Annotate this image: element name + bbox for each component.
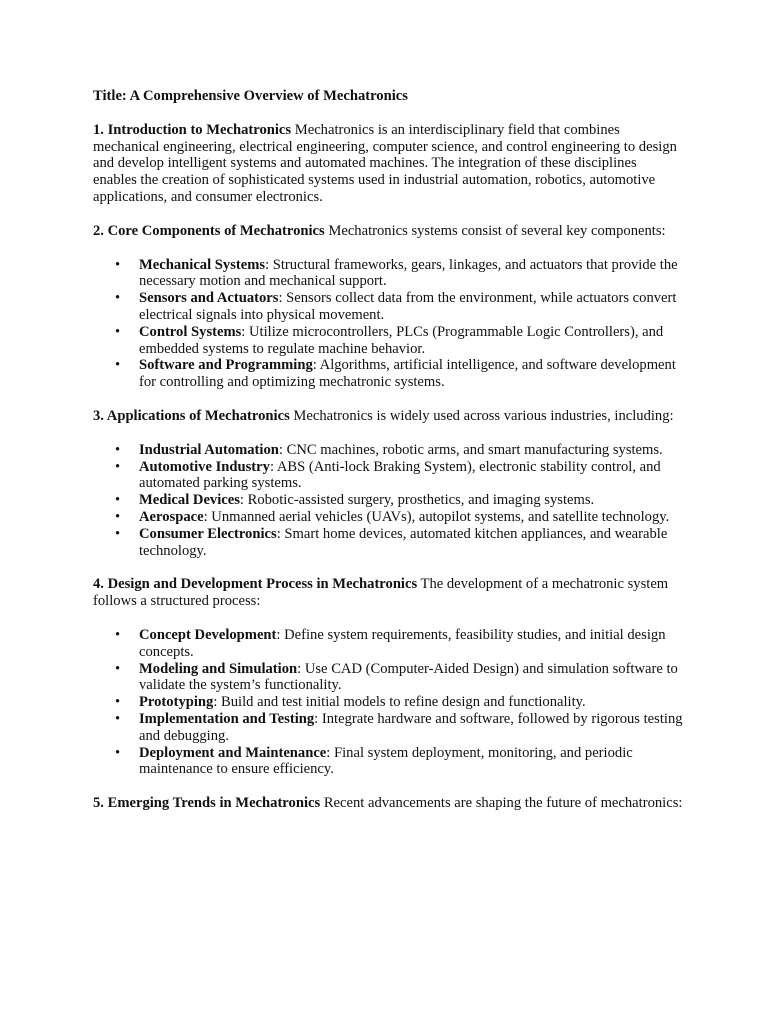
list-item-description: : Build and test initial models to refine design and functionality.	[213, 694, 586, 711]
section-heading: 4. Design and Development Process in Mechatronics	[93, 576, 418, 593]
list-item	[139, 745, 683, 779]
list-item-description: : Use CAD (Computer-Aided Design) and simulation software to validate the system’s functionality.	[139, 660, 678, 694]
list-item-term: Implementation and Testing	[139, 710, 315, 727]
list-item-description: : Unmanned aerial vehicles (UAVs), autopilot systems, and satellite technology.	[203, 508, 670, 525]
section-text: Mechatronics is an interdisciplinary field that combines mechanical engineering, electrical engineering, computer science, and control engineering to design and develop intelligent systems and automated machines. The integration of these disciplines enables the creation of sophisticated systems used in industrial automation, robotics, automotive applications, and consumer electronics.	[93, 121, 677, 205]
list-item-term: Consumer Electronics	[139, 525, 277, 542]
list-item-description: : ABS (Anti-lock Braking System), electronic stability control, and automated parking systems.	[139, 458, 661, 492]
list-item	[139, 694, 683, 711]
section-4-paragraph	[93, 576, 683, 610]
list-item	[139, 290, 683, 324]
list-item-term: Control Systems	[139, 323, 242, 340]
section-heading: 2. Core Components of Mechatronics	[93, 222, 325, 239]
list-item	[139, 257, 683, 291]
list-item-term: Concept Development	[139, 626, 277, 643]
section-heading: 1. Introduction to Mechatronics	[93, 121, 292, 138]
section-4-bullet-list	[93, 627, 683, 778]
list-item-description: : Define system requirements, feasibility studies, and initial design concepts.	[139, 626, 666, 660]
section-1-paragraph	[93, 122, 683, 206]
section-text: Mechatronics is widely used across various industries, including:	[293, 407, 674, 424]
list-item-description: : Sensors collect data from the environment, while actuators convert electrical signals into physical movement.	[139, 290, 677, 323]
list-item	[139, 324, 683, 358]
list-item-term: Automotive Industry	[139, 458, 270, 475]
section-3-paragraph	[93, 408, 683, 425]
section-2-bullet-list	[93, 257, 683, 391]
list-item	[139, 627, 683, 661]
list-item	[139, 711, 683, 745]
section-text: Recent advancements are shaping the future of mechatronics:	[323, 795, 683, 812]
list-item	[139, 509, 683, 526]
list-item-description: : Final system deployment, monitoring, and periodic maintenance to ensure efficiency.	[139, 744, 633, 778]
list-item-description: : Smart home devices, automated kitchen appliances, and wearable technology.	[139, 525, 668, 559]
list-item	[139, 459, 683, 493]
list-item-description: : Algorithms, artificial intelligence, and software development for controlling and optimizing mechatronic systems.	[139, 357, 676, 391]
list-item	[139, 442, 683, 459]
list-item	[139, 526, 683, 560]
list-item	[139, 357, 683, 391]
section-text: The development of a mechatronic system follows a structured process:	[93, 576, 669, 610]
section-5-paragraph	[93, 795, 683, 812]
list-item	[139, 492, 683, 509]
list-item	[139, 661, 683, 695]
list-item-term: Mechanical Systems	[139, 256, 266, 273]
list-item-description: : Structural frameworks, gears, linkages, and actuators that provide the necessary motion and mechanical support.	[139, 256, 678, 290]
section-heading: 3. Applications of Mechatronics	[93, 407, 290, 424]
section-2-paragraph	[93, 223, 683, 240]
list-item-description: : Integrate hardware and software, followed by rigorous testing and debugging.	[139, 710, 683, 744]
list-item-term: Prototyping	[139, 694, 214, 711]
list-item-term: Software and Programming	[139, 357, 313, 374]
list-item-term: Medical Devices	[139, 492, 240, 509]
section-3-bullet-list	[93, 442, 683, 560]
document-title: Title: A Comprehensive Overview of Mechatronics	[93, 88, 408, 104]
list-item-term: Deployment and Maintenance	[139, 744, 327, 761]
section-text: Mechatronics systems consist of several key components:	[328, 222, 666, 239]
list-item-term: Modeling and Simulation	[139, 660, 298, 677]
list-item-description: : CNC machines, robotic arms, and smart manufacturing systems.	[278, 441, 663, 458]
list-item-description: : Robotic-assisted surgery, prosthetics, and imaging systems.	[239, 492, 595, 509]
list-item-term: Sensors and Actuators	[139, 290, 279, 307]
list-item-description: : Utilize microcontrollers, PLCs (Programmable Logic Controllers), and embedded systems to regulate machine behavior.	[139, 323, 664, 357]
sections-container	[93, 122, 683, 812]
list-item-term: Industrial Automation	[139, 441, 279, 458]
list-item-term: Aerospace	[139, 508, 204, 525]
document-body	[93, 88, 683, 829]
section-heading: 5. Emerging Trends in Mechatronics	[93, 795, 321, 812]
